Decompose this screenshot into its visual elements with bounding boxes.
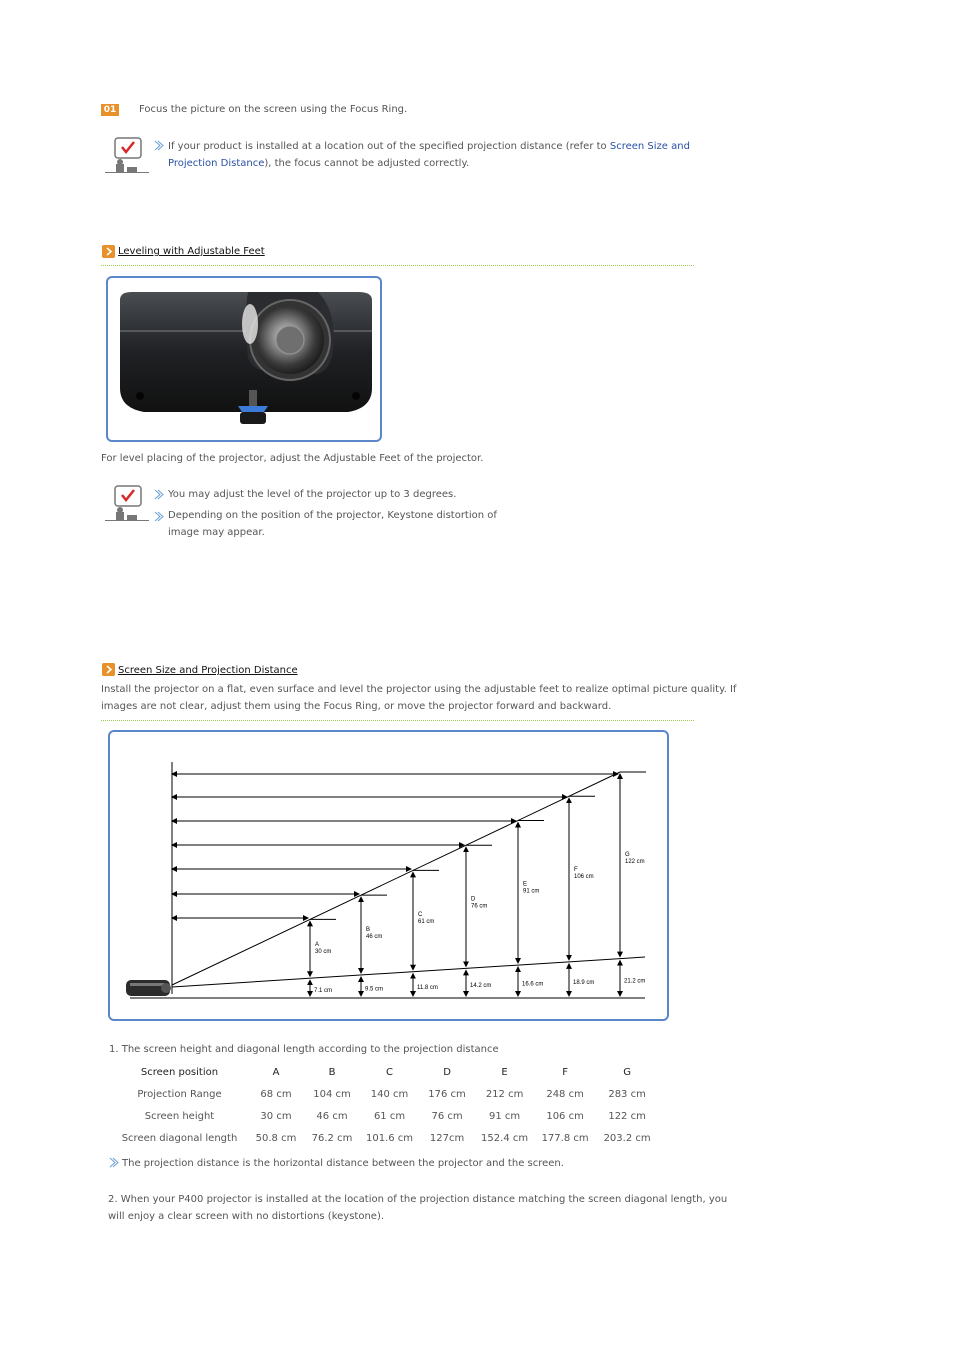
table-cell: 91 cm <box>488 1110 521 1122</box>
bullet-chevron-icon <box>153 511 164 522</box>
table-row <box>111 1083 658 1105</box>
leveling-note-2-cont: image may appear. <box>168 527 265 538</box>
divider <box>101 720 694 721</box>
table-cell: 152.4 cm <box>481 1132 529 1144</box>
screen-height-label: 61 cm <box>418 919 435 926</box>
step-badge: 01 <box>101 104 119 116</box>
leveling-note-2: Depending on the position of the projector, Keystone distortion of <box>168 510 497 521</box>
screen-letter-label: E <box>523 881 528 888</box>
bullet-chevron-icon <box>153 489 164 500</box>
row-label: Screen height <box>144 1110 215 1122</box>
bullet-chevron-icon <box>108 1157 119 1168</box>
header-cell: A <box>272 1066 280 1078</box>
screen-size-intro-2: images are not clear, adjust them using the Focus Ring, or move the projector forward and backward. <box>101 701 612 712</box>
screen-size-intro-1: Install the projector on a flat, even surface and level the projector using the adjustable feet to realize optimal picture quality. If <box>101 684 737 695</box>
table-cell: 177.8 cm <box>541 1132 589 1144</box>
table-header-row <box>111 1061 658 1083</box>
section-arrow-icon <box>102 663 115 676</box>
screen-letter-label: G <box>625 851 630 858</box>
projection-diagram-svg <box>110 732 667 1019</box>
point2-line2: will enjoy a clear screen with no distortions (keystone). <box>108 1211 385 1222</box>
note-icon <box>105 485 149 521</box>
table-cell: 104 cm <box>313 1088 351 1100</box>
screen-offset-label: 14.2 cm <box>470 983 492 990</box>
table-cell: 46 cm <box>316 1110 348 1122</box>
screen-letter-label: C <box>418 912 423 919</box>
footnote: The projection distance is the horizontal distance between the projector and the screen. <box>122 1158 564 1169</box>
screen-height-label: 106 cm <box>574 873 594 880</box>
table-cell: 68 cm <box>260 1088 292 1100</box>
screen-offset-label: 9.5 cm <box>365 986 384 993</box>
table-row <box>111 1105 658 1127</box>
table-cell: 76.2 cm <box>311 1132 353 1144</box>
table-cell: 212 cm <box>485 1088 524 1100</box>
screen-size-title: Screen Size and Projection Distance <box>118 665 298 676</box>
screen-offset-label: 18.9 cm <box>573 979 595 986</box>
screen-size-link[interactable]: Screen Size and <box>609 141 690 152</box>
table-heading: 1. The screen height and diagonal length according to the projection distance <box>109 1044 499 1055</box>
screen-offset-label: 7.1 cm <box>314 988 333 995</box>
leveling-note-1: You may adjust the level of the projector up to 3 degrees. <box>168 489 457 500</box>
projector-icon <box>126 980 171 996</box>
table-cell: 122 cm <box>608 1110 646 1122</box>
spec-table <box>111 1061 658 1149</box>
header-cell: G <box>623 1066 631 1078</box>
bullet-chevron-icon <box>153 140 164 151</box>
screen-letter-label: D <box>471 896 476 903</box>
header-cell: E <box>501 1066 508 1078</box>
header-cell: D <box>443 1066 451 1078</box>
projection-distance-link[interactable]: Projection Distance <box>168 158 265 169</box>
projector-front-image <box>106 276 382 442</box>
screen-height-label: 76 cm <box>471 903 488 910</box>
table-row <box>111 1127 658 1149</box>
screen-offset-label: 16.6 cm <box>522 981 544 988</box>
projection-diagram <box>108 730 669 1021</box>
table-cell: 101.6 cm <box>366 1132 414 1144</box>
table-cell: 30 cm <box>260 1110 292 1122</box>
table-cell: 76 cm <box>431 1110 463 1122</box>
table-cell: 61 cm <box>373 1110 406 1122</box>
table-cell: 106 cm <box>546 1110 584 1122</box>
screen-offset-label: 21.2 cm <box>624 978 646 985</box>
leveling-caption: For level placing of the projector, adjust the Adjustable Feet of the projector. <box>101 453 484 464</box>
table-cell: 176 cm <box>428 1088 466 1100</box>
leveling-title: Leveling with Adjustable Feet <box>118 246 265 257</box>
screen-letter-label: F <box>574 866 578 873</box>
divider <box>101 265 694 266</box>
table-cell: 140 cm <box>370 1088 409 1100</box>
screen-height-label: 30 cm <box>315 948 332 955</box>
screen-offset-label: 11.8 cm <box>417 984 438 991</box>
table-cell: 283 cm <box>608 1088 646 1100</box>
note-icon <box>105 137 149 173</box>
table-cell: 248 cm <box>546 1088 584 1100</box>
row-label: Screen diagonal length <box>121 1132 238 1144</box>
note1-line1: If your product is installed at a location out of the specified projection distance (refer to Screen Size and <box>168 141 690 152</box>
point2-line1: 2. When your P400 projector is installed at the location of the projection distance matching the screen diagonal length, you <box>108 1194 728 1205</box>
screen-height-label: 122 cm <box>625 858 645 865</box>
header-cell: F <box>562 1066 568 1078</box>
screen-letter-label: B <box>366 927 371 934</box>
section-arrow-icon <box>102 245 115 258</box>
header-cell: C <box>386 1066 394 1078</box>
table-cell: 50.8 cm <box>255 1132 297 1144</box>
header-cell: Screen position <box>140 1066 219 1078</box>
header-cell: B <box>328 1066 336 1078</box>
note1-line2: Projection Distance), the focus cannot be adjusted correctly. <box>168 158 470 169</box>
screen-height-label: 91 cm <box>523 888 540 895</box>
step-text: Focus the picture on the screen using the Focus Ring. <box>139 104 408 115</box>
table-cell: 127cm <box>429 1132 465 1144</box>
table-cell: 203.2 cm <box>603 1132 651 1144</box>
screen-letter-label: A <box>315 941 320 948</box>
screen-height-label: 46 cm <box>366 934 383 941</box>
row-label: Projection Range <box>137 1088 222 1100</box>
